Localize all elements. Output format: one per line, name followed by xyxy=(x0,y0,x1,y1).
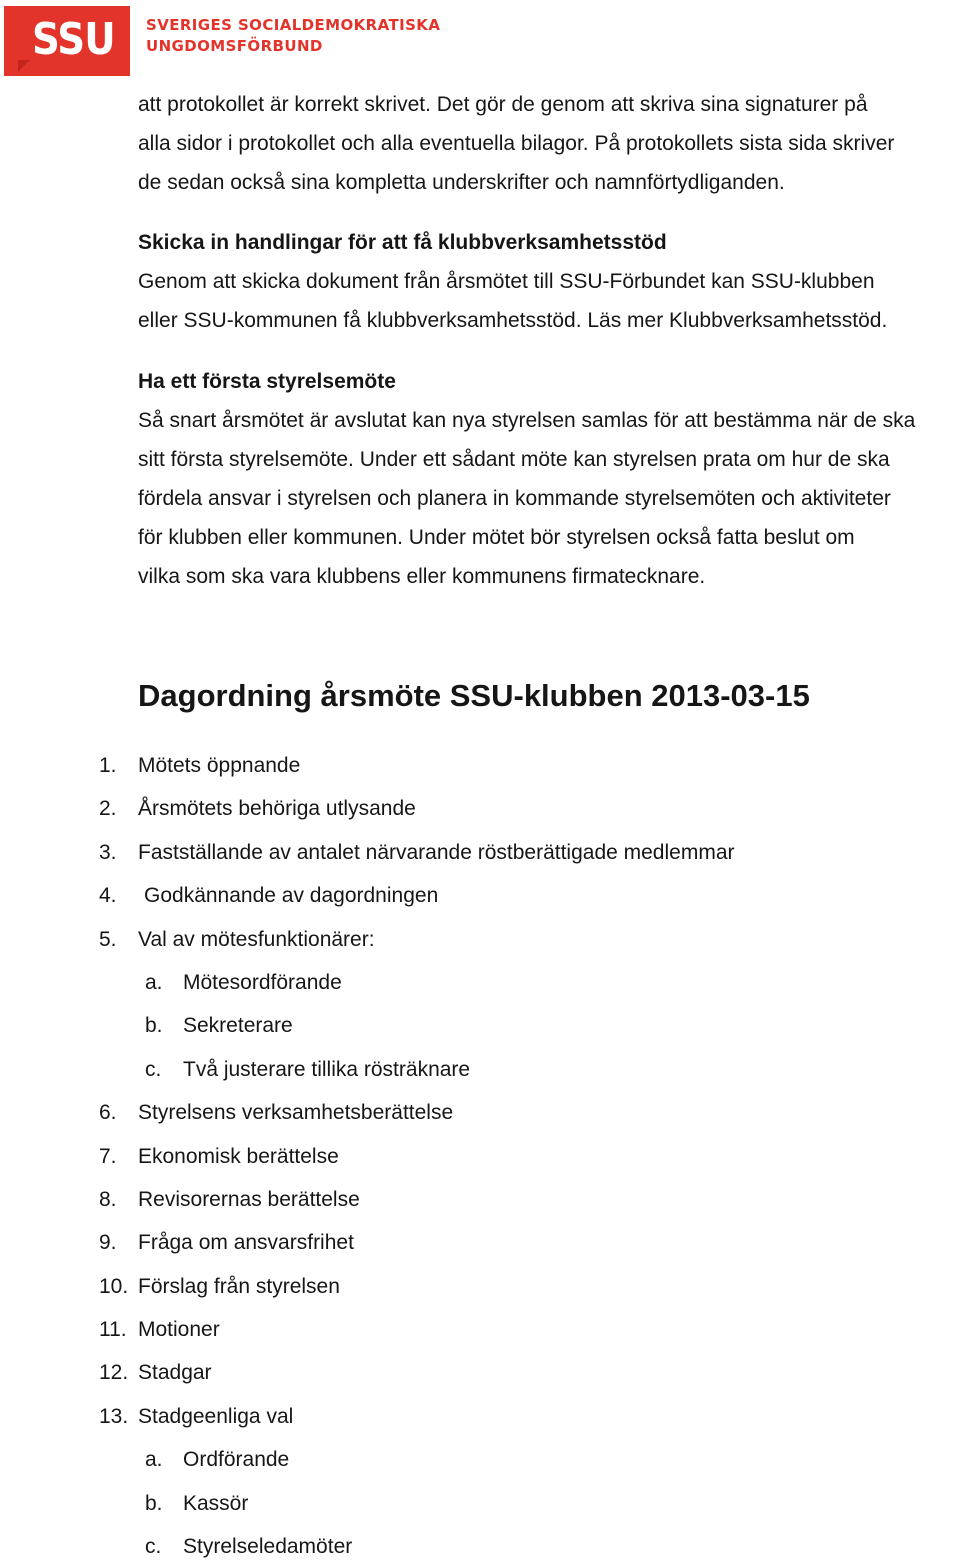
item-text: Mötets öppnande xyxy=(138,754,301,777)
text-line: sitt första styrelsemöte. Under ett sådant möte kan styrelsen prata om hur de ska xyxy=(138,448,890,471)
item-text: Styrelseledamöter xyxy=(183,1535,353,1559)
text-line: eller SSU-kommunen få klubbverksamhetsstöd. Läs mer Klubbverksamhetsstöd. xyxy=(138,309,888,332)
list-item xyxy=(0,744,960,787)
item-text: Ordförande xyxy=(183,1448,290,1472)
list-item xyxy=(0,1265,960,1308)
item-number: 13. xyxy=(99,1404,129,1428)
text-line: att protokollet är korrekt skrivet. Det gör de genom att skriva sina signaturer på xyxy=(138,93,868,116)
item-text: Godkännande av dagordningen xyxy=(144,884,439,908)
ssu-logo xyxy=(4,6,130,76)
item-text: Kassör xyxy=(183,1491,249,1515)
agenda-list xyxy=(0,744,960,1568)
board-paragraph xyxy=(138,401,960,596)
item-letter: b. xyxy=(145,1014,163,1038)
item-text: Fastställande av antalet närvarande röstberättigade medlemmar xyxy=(138,840,735,864)
text-line: Så snart årsmötet är avslutat kan nya styrelsen samlas för att bestämma när de ska xyxy=(138,409,916,432)
logo-text: SSU xyxy=(32,14,115,65)
item-text: Revisorernas berättelse xyxy=(138,1187,360,1211)
list-subitem xyxy=(0,961,960,1004)
text-line: de sedan också sina kompletta underskrifter och namnförtydliganden. xyxy=(138,171,785,194)
item-text: Ekonomisk berättelse xyxy=(138,1144,339,1168)
list-subitem xyxy=(0,1525,960,1568)
text-line: alla sidor i protokollet och alla eventuella bilagor. På protokollets sista sida skriver xyxy=(138,132,895,155)
item-letter: c. xyxy=(145,1535,162,1559)
item-text: Stadgar xyxy=(138,1361,212,1385)
item-letter: a. xyxy=(145,970,163,994)
agenda-title: Dagordning årsmöte SSU-klubben 2013-03-15 xyxy=(138,678,810,713)
item-number: 12. xyxy=(99,1361,129,1385)
item-number: 2. xyxy=(99,797,117,821)
item-letter: b. xyxy=(145,1491,163,1515)
item-text: Fråga om ansvarsfrihet xyxy=(138,1231,354,1255)
list-item xyxy=(0,1091,960,1134)
item-letter: c. xyxy=(145,1057,162,1081)
list-item xyxy=(0,1221,960,1264)
org-name-line1: SVERIGES SOCIALDEMOKRATISKA xyxy=(146,16,441,34)
item-text: Mötesordförande xyxy=(183,970,342,994)
item-number: 9. xyxy=(99,1231,117,1255)
list-item xyxy=(0,1135,960,1178)
intro-paragraph xyxy=(138,85,960,202)
text-line: vilka som ska vara klubbens eller kommunens firmatecknare. xyxy=(138,565,706,588)
list-item xyxy=(0,787,960,830)
list-subitem xyxy=(0,1048,960,1091)
section-heading-support: Skicka in handlingar för att få klubbverksamhetsstöd xyxy=(138,231,667,254)
text-line: för klubben eller kommunen. Under mötet bör styrelsen också fatta beslut om xyxy=(138,526,855,549)
list-item xyxy=(0,831,960,874)
item-text: Val av mötesfunktionärer: xyxy=(138,927,375,951)
list-subitem xyxy=(0,1438,960,1481)
item-number: 8. xyxy=(99,1187,117,1211)
item-text: Förslag från styrelsen xyxy=(138,1274,340,1298)
list-item xyxy=(0,1351,960,1394)
item-number: 1. xyxy=(99,754,117,777)
item-text: Årsmötets behöriga utlysande xyxy=(138,797,416,821)
item-number: 10. xyxy=(99,1274,129,1298)
list-item xyxy=(0,918,960,961)
item-text: Styrelsens verksamhetsberättelse xyxy=(138,1101,454,1125)
text-line: Genom att skicka dokument från årsmötet till SSU-Förbundet kan SSU-klubben xyxy=(138,270,875,293)
item-number: 5. xyxy=(99,927,117,951)
item-text: Motioner xyxy=(138,1318,220,1342)
list-item xyxy=(0,1395,960,1438)
section-heading-board: Ha ett första styrelsemöte xyxy=(138,370,396,393)
item-number: 11. xyxy=(99,1318,127,1342)
list-subitem xyxy=(0,1004,960,1047)
item-number: 3. xyxy=(99,840,117,864)
list-subitem xyxy=(0,1482,960,1525)
item-text: Stadgeenliga val xyxy=(138,1404,294,1428)
item-number: 6. xyxy=(99,1101,117,1125)
item-number: 7. xyxy=(99,1144,117,1168)
list-item xyxy=(0,874,960,917)
support-paragraph xyxy=(138,262,960,340)
list-item xyxy=(0,1308,960,1351)
item-number: 4. xyxy=(99,884,117,908)
text-line: fördela ansvar i styrelsen och planera in kommande styrelsemöten och aktiviteter xyxy=(138,487,891,510)
item-text: Sekreterare xyxy=(183,1014,293,1038)
item-text: Två justerare tillika rösträknare xyxy=(183,1057,471,1081)
list-item xyxy=(0,1178,960,1221)
item-letter: a. xyxy=(145,1448,163,1472)
org-name-line2: UNGDOMSFÖRBUND xyxy=(146,37,323,55)
